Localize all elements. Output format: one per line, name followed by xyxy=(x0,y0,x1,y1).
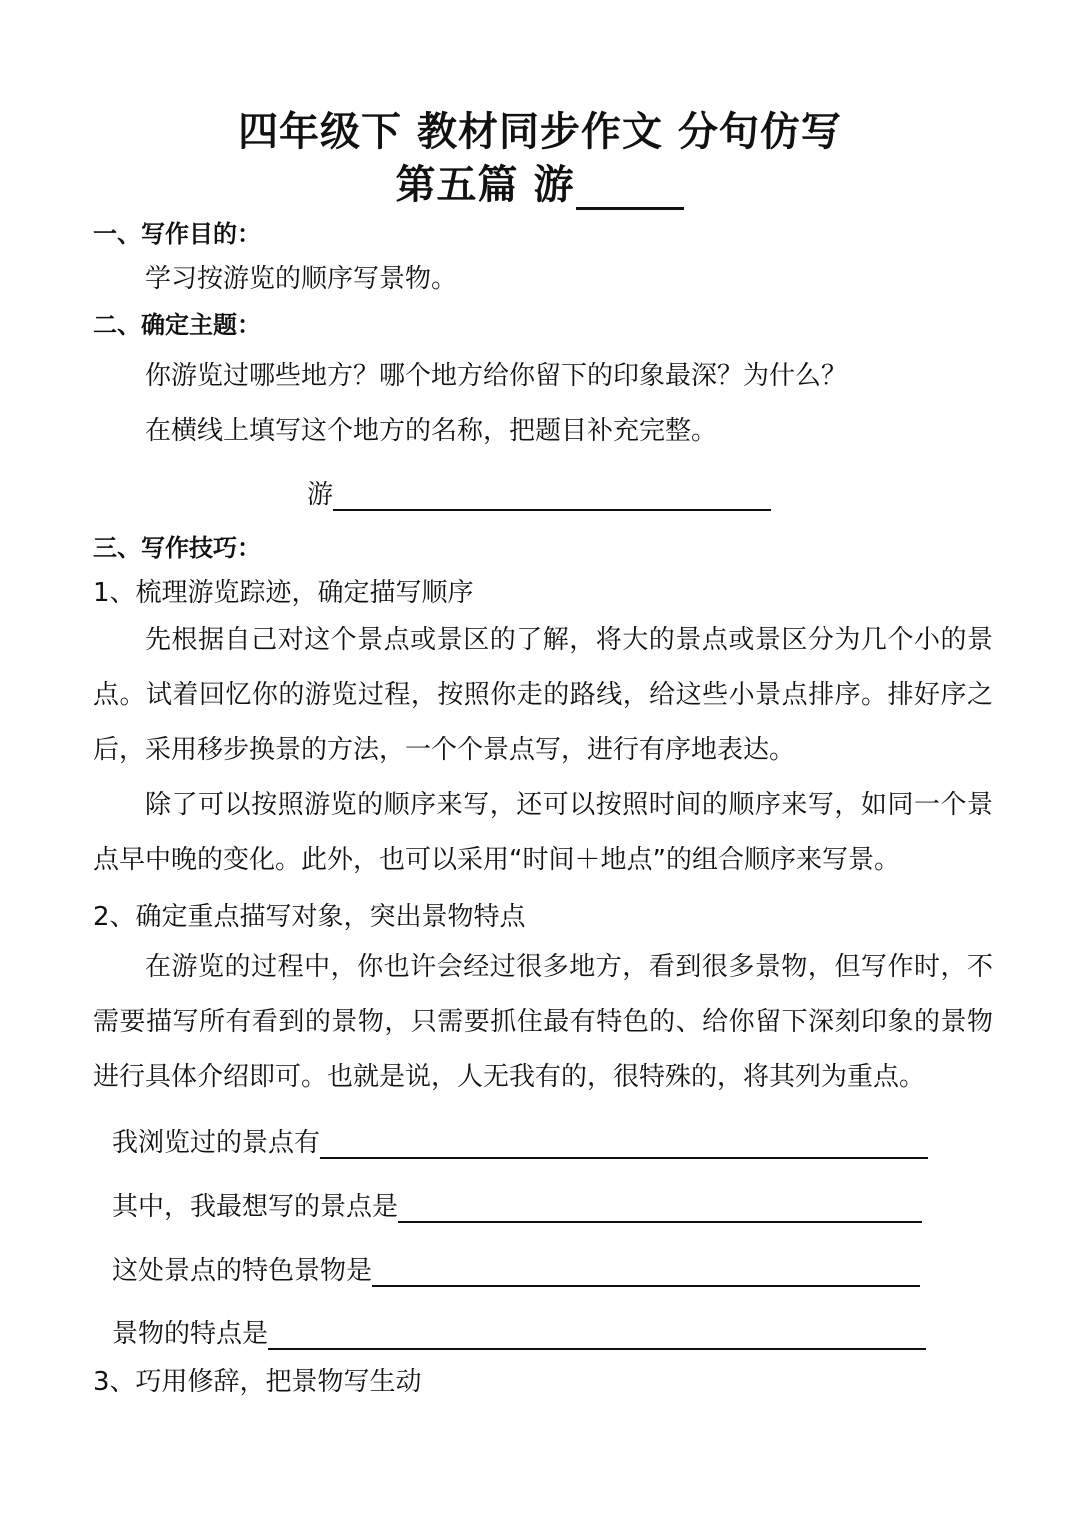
fill-line-feature xyxy=(112,1250,920,1287)
fill-label-visited: 我浏览过的景点有 xyxy=(112,1128,321,1158)
fill-label-characteristic: 景物的特点是 xyxy=(112,1319,269,1349)
fill-blank-favorite[interactable] xyxy=(398,1191,922,1223)
skill-1-paragraph-1: 先根据自己对这个景点或景区的了解，将大的景点或景区分为几个小的景点。试着回忆你的游览过程，按照你走的路线，给这些小景点排序。排好序之后，采用移步换景的方法，一个个景点写，进行有序地表达。 xyxy=(93,625,993,765)
skill-2-paragraph-1: 在游览的过程中，你也许会经过很多地方，看到很多景物，但写作时，不需要描写所有看到的景物，只需要抓住最有特色的、给你留下深刻印象的景物进行具体介绍即可。也就是说，人无我有的，很特殊的，将其列为重点。 xyxy=(93,952,993,1092)
essay-title-text: 第五篇 游 xyxy=(395,162,575,208)
theme-question: 你游览过哪些地方？哪个地方给你留下的印象最深？为什么？ xyxy=(145,361,848,391)
fill-line-visited xyxy=(112,1122,928,1159)
fill-line-favorite xyxy=(112,1186,922,1223)
skill-1-title: 1、梳理游览踪迹，确定描写顺序 xyxy=(93,578,474,608)
fill-label-feature: 这处景点的特色景物是 xyxy=(112,1256,373,1286)
fill-blank-visited[interactable] xyxy=(320,1127,928,1159)
section-heading-skills: 三、写作技巧： xyxy=(93,534,261,562)
essay-title xyxy=(0,153,1080,210)
place-name-label: 游 xyxy=(307,480,334,510)
fill-blank-characteristic[interactable] xyxy=(268,1318,926,1350)
essay-title-blank[interactable] xyxy=(576,167,684,210)
fill-line-characteristic xyxy=(112,1313,926,1350)
place-name-blank[interactable] xyxy=(333,479,771,511)
skill-1-paragraph-2: 除了可以按照游览的顺序来写，还可以按照时间的顺序来写，如同一个景点早中晚的变化。此外，也可以采用“时间＋地点”的组合顺序来写景。 xyxy=(93,790,993,875)
theme-instruction: 在横线上填写这个地方的名称，把题目补充完整。 xyxy=(145,416,718,446)
place-name-fill xyxy=(307,474,771,511)
skill-3-title: 3、巧用修辞，把景物写生动 xyxy=(93,1367,422,1397)
section-heading-theme: 二、确定主题： xyxy=(93,311,261,339)
fill-blank-feature[interactable] xyxy=(372,1255,920,1287)
purpose-text: 学习按游览的顺序写景物。 xyxy=(145,264,458,294)
section-heading-purpose: 一、写作目的： xyxy=(93,220,261,248)
fill-label-favorite: 其中，我最想写的景点是 xyxy=(112,1192,399,1222)
skill-2-title: 2、确定重点描写对象，突出景物特点 xyxy=(93,902,526,932)
worksheet-title: 四年级下 教材同步作文 分句仿写 xyxy=(238,109,842,155)
